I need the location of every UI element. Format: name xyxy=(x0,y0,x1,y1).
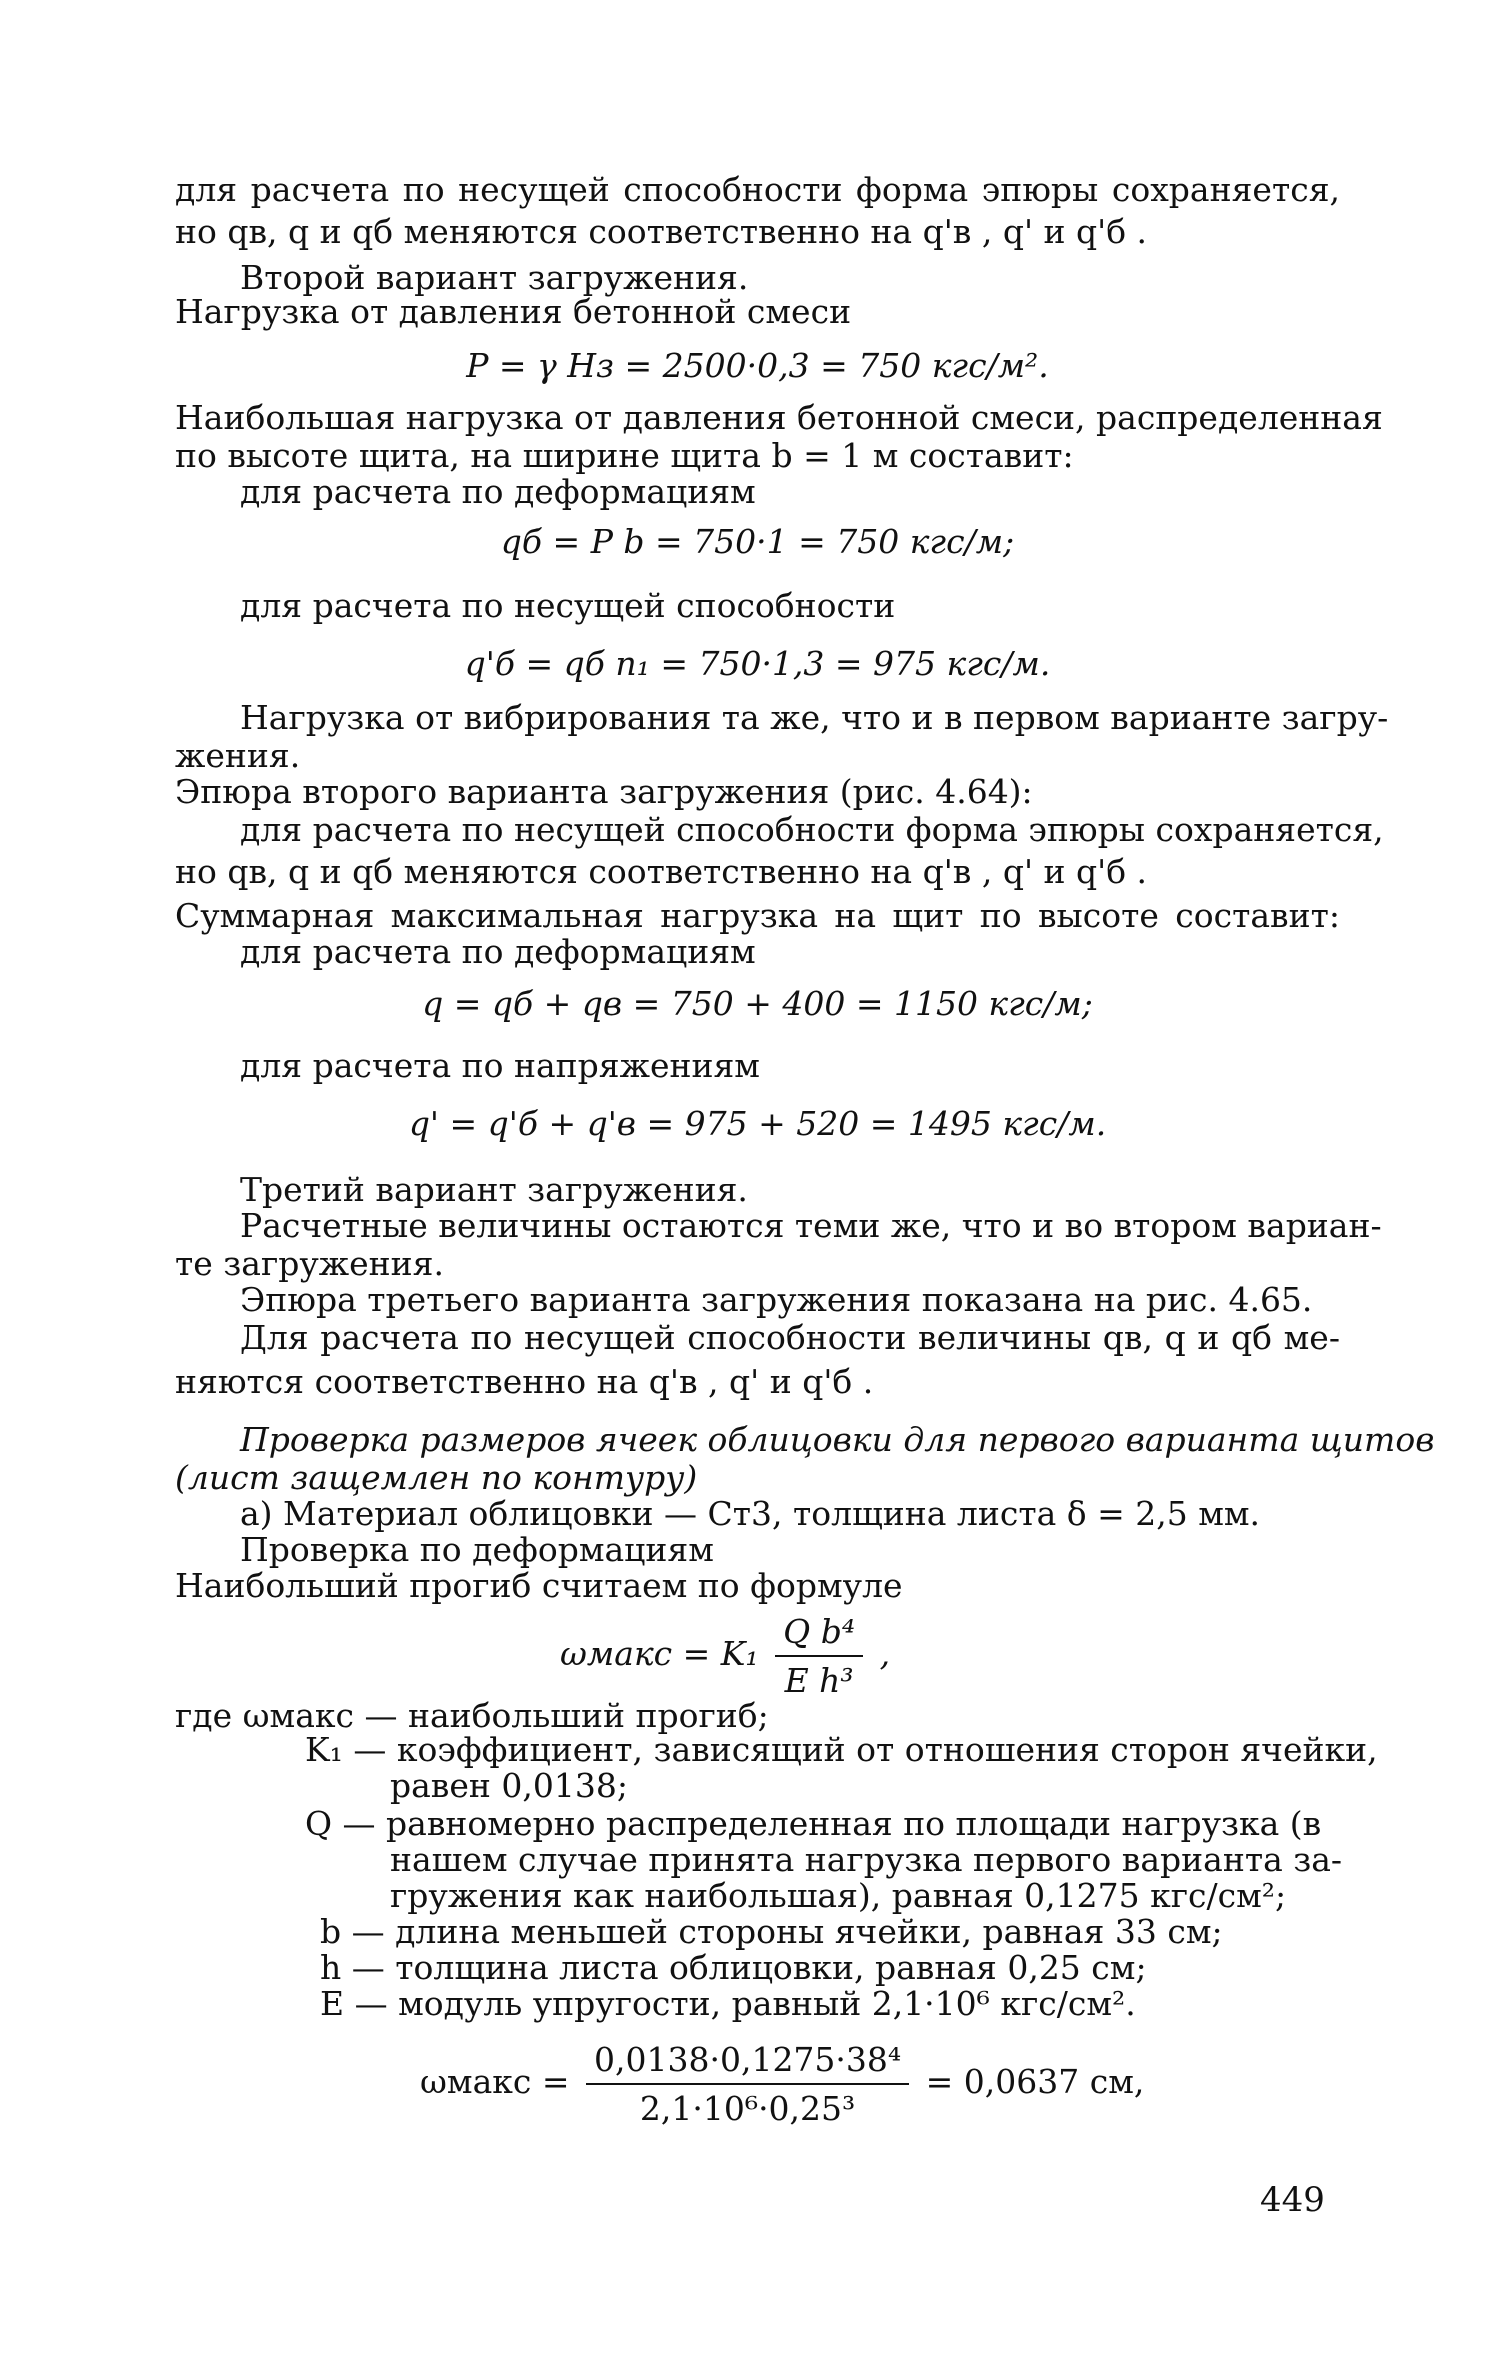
fraction-denominator: 2,1·10⁶·0,25³ xyxy=(639,2089,856,2128)
formula-result: = 0,0637 см, xyxy=(925,2062,1145,2101)
text-line: для расчета по несущей способности xyxy=(240,586,896,625)
text-line: Эпюра второго варианта загружения (рис. 4.64): xyxy=(175,772,1033,811)
section-heading: (лист защемлен по контуру) xyxy=(175,1458,698,1497)
formula-lhs: ωмакс = K₁ xyxy=(560,1634,759,1673)
text-line: Суммарная максимальная нагрузка на щит по высоте составит: xyxy=(175,896,1340,935)
equation: q' = q'б + q'в = 975 + 520 = 1495 кгс/м. xyxy=(408,1104,1107,1143)
text-line: Второй вариант загружения. xyxy=(240,258,749,297)
definition-line: Q — равномерно распределенная по площади нагрузка (в xyxy=(305,1804,1322,1843)
text-line: те загружения. xyxy=(175,1244,444,1283)
deflection-formula xyxy=(560,1612,890,1700)
text-line: Нагрузка от давления бетонной смеси xyxy=(175,292,852,331)
text-line: но qв, q и qб меняются соответственно на q'в , q' и q'б . xyxy=(175,212,1148,251)
text-line: жения. xyxy=(175,736,301,775)
definition-line: гружения как наибольшая), равная 0,1275 кгс/см²; xyxy=(390,1876,1287,1915)
text-line: Для расчета по несущей способности величины qв, q и qб ме- xyxy=(240,1318,1340,1357)
definition-line: где ωмакс — наибольший прогиб; xyxy=(175,1696,769,1735)
text-line: для расчета по деформациям xyxy=(240,932,756,971)
text-line: Нагрузка от вибрирования та же, что и в первом варианте загру- xyxy=(240,698,1389,737)
deflection-calculation xyxy=(420,2040,1144,2128)
text-line: для расчета по напряжениям xyxy=(240,1046,760,1085)
definition-line: нашем случае принята нагрузка первого варианта за- xyxy=(390,1840,1343,1879)
section-heading: Проверка размеров ячеек облицовки для первого варианта щитов xyxy=(240,1420,1435,1459)
text-line: Третий вариант загружения. xyxy=(240,1170,748,1209)
text-line: а) Материал облицовки — Ст3, толщина листа δ = 2,5 мм. xyxy=(240,1494,1261,1533)
text-line: няются соответственно на q'в , q' и q'б . xyxy=(175,1362,874,1401)
text-line: Проверка по деформациям xyxy=(240,1530,714,1569)
page-number: 449 xyxy=(1260,2180,1325,2220)
formula-lhs: ωмакс = xyxy=(420,2062,570,2101)
text-line: для расчета по несущей способности форма эпюры сохраняется, xyxy=(175,170,1340,209)
definition-line: h — толщина листа облицовки, равная 0,25 см; xyxy=(320,1948,1147,1987)
text-line: по высоте щита, на ширине щита b = 1 м составит: xyxy=(175,436,1074,475)
fraction-denominator: E h³ xyxy=(784,1661,854,1700)
fraction-numerator: 0,0138·0,1275·38⁴ xyxy=(586,2040,909,2085)
equation: qб = P b = 750·1 = 750 кгс/м; xyxy=(500,522,1015,561)
text-line: Расчетные величины остаются теми же, что и во втором вариан- xyxy=(240,1206,1382,1245)
equation: q'б = qб n₁ = 750·1,3 = 975 кгс/м. xyxy=(464,644,1051,683)
equation: q = qб + qв = 750 + 400 = 1150 кгс/м; xyxy=(422,984,1093,1023)
text-line: для расчета по несущей способности форма эпюры сохраняется, xyxy=(240,810,1384,849)
definition-line: E — модуль упругости, равный 2,1·10⁶ кгс/см². xyxy=(320,1984,1136,2023)
text-line: Наибольший прогиб считаем по формуле xyxy=(175,1566,903,1605)
definition-line: равен 0,0138; xyxy=(390,1766,628,1805)
text-line: но qв, q и qб меняются соответственно на q'в , q' и q'б . xyxy=(175,852,1148,891)
formula-tail: , xyxy=(879,1634,891,1673)
formula-fraction xyxy=(586,2040,909,2128)
definition-line: b — длина меньшей стороны ячейки, равная 33 см; xyxy=(320,1912,1223,1951)
equation: P = γ Hз = 2500·0,3 = 750 кгс/м². xyxy=(466,346,1049,385)
text-line: для расчета по деформациям xyxy=(240,472,756,511)
text-line: Наибольшая нагрузка от давления бетонной смеси, распределенная xyxy=(175,398,1383,437)
fraction-numerator: Q b⁴ xyxy=(775,1612,863,1657)
definition-line: K₁ — коэффициент, зависящий от отношения сторон ячейки, xyxy=(305,1730,1378,1769)
formula-fraction xyxy=(775,1612,863,1700)
text-line: Эпюра третьего варианта загружения показана на рис. 4.65. xyxy=(240,1280,1313,1319)
